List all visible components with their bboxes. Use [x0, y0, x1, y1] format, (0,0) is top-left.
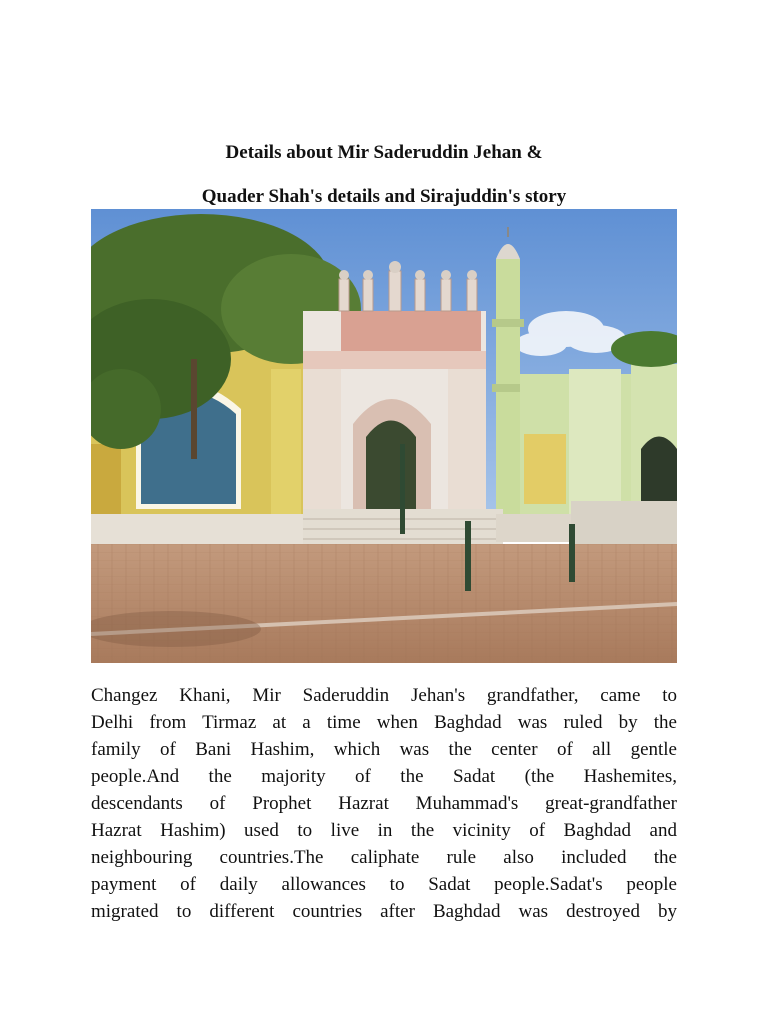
body-line: payment of daily allowances to Sadat people.Sadat's people [91, 874, 677, 895]
document-title-line-2: Quader Shah's details and Sirajuddin's story [201, 186, 567, 207]
body-paragraph [91, 682, 677, 925]
body-line: Hazrat Hashim) used to live in the vicinity of Baghdad and [91, 820, 677, 841]
body-line: neighbouring countries.The caliphate rule also included the [91, 847, 677, 868]
body-line: family of Bani Hashim, which was the center of all gentle [91, 739, 677, 760]
document-title-line-1: Details about Mir Saderuddin Jehan & [225, 142, 543, 163]
body-line: Delhi from Tirmaz at a time when Baghdad was ruled by the [91, 712, 677, 733]
brick-courtyard [91, 544, 677, 663]
body-line: migrated to different countries after Baghdad was destroyed by [91, 901, 677, 922]
body-line: people.And the majority of the Sadat (the Hashemites, [91, 766, 677, 787]
minaret [492, 227, 524, 514]
mosque-photo [91, 209, 677, 663]
body-line: descendants of Prophet Hazrat Muhammad's great-grandfather [91, 793, 677, 814]
body-line: Changez Khani, Mir Saderuddin Jehan's grandfather, came to [91, 685, 677, 706]
